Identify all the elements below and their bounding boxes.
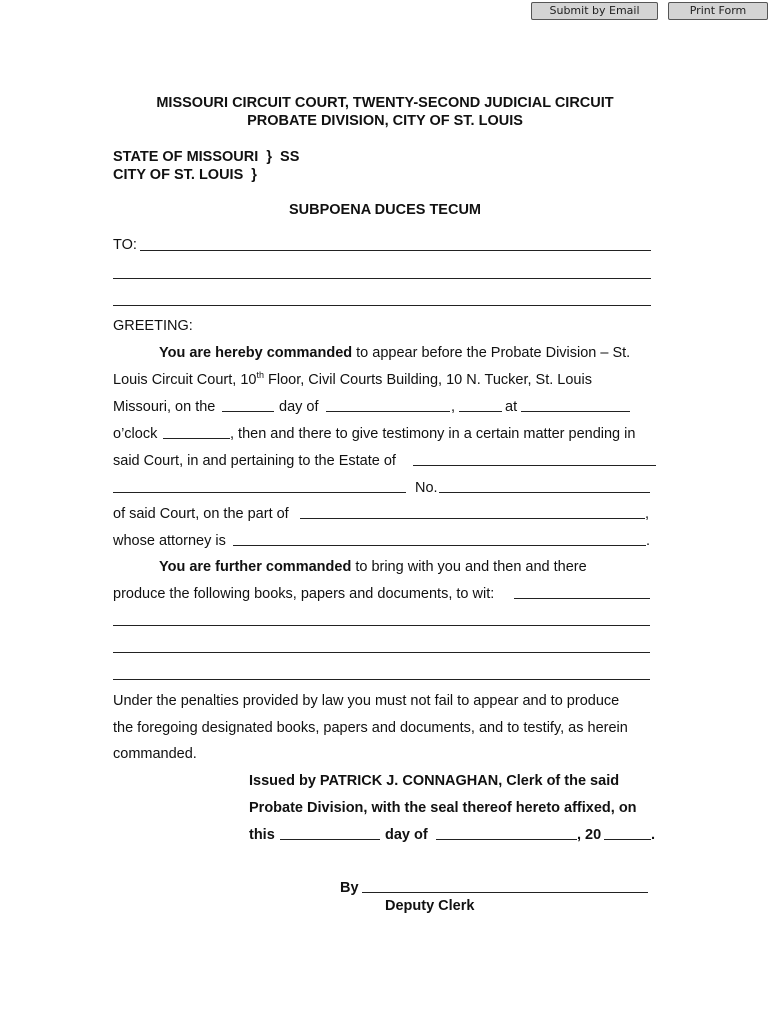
issued-dayof-label: day of	[385, 827, 428, 843]
venue-line2: CITY OF ST. LOUIS }	[113, 167, 257, 183]
attorney-field[interactable]	[233, 545, 646, 546]
location-text-b: Floor, Civil Courts Building, 10 N. Tucker, St. Louis	[263, 372, 592, 388]
document-title: SUBPOENA DUCES TECUM	[288, 202, 481, 218]
penalty-line2: the foregoing designated books, papers and documents, and to testify, as herein	[113, 720, 628, 736]
further-text: to bring with you and then and there	[351, 559, 587, 575]
print-form-button[interactable]: Print Form	[668, 2, 768, 20]
issued-day-field[interactable]	[280, 839, 380, 840]
to-field-line2[interactable]	[113, 278, 651, 279]
estate-label: said Court, in and pertaining to the Estate of	[113, 453, 396, 469]
day-field[interactable]	[222, 411, 274, 412]
commanded-text: to appear before the Probate Division – St.	[352, 345, 631, 361]
commanded-emphasis: You are hereby commanded	[159, 345, 353, 361]
court-heading-line1: MISSOURI CIRCUIT COURT, TWENTY-SECOND JUDICIAL CIRCUIT	[156, 95, 614, 111]
location-text-a: Louis Circuit Court, 10	[113, 372, 257, 388]
oclock-field[interactable]	[163, 438, 230, 439]
venue-line1: STATE OF MISSOURI } SS	[113, 149, 300, 165]
case-number-label: No.	[415, 480, 438, 496]
documents-field-line1[interactable]	[514, 598, 650, 599]
court-heading-line2: PROBATE DIVISION, CITY OF ST. LOUIS	[247, 113, 523, 129]
by-label: By	[340, 880, 359, 896]
signature-field[interactable]	[362, 892, 648, 893]
to-field-line1[interactable]	[140, 250, 651, 251]
oclock-label: o’clock	[113, 426, 158, 442]
party-field[interactable]	[300, 518, 645, 519]
issued-period: .	[651, 827, 656, 843]
documents-field-line2[interactable]	[113, 625, 650, 626]
issued-month-field[interactable]	[436, 839, 577, 840]
issued-year-field[interactable]	[604, 839, 651, 840]
submit-by-email-button[interactable]: Submit by Email	[531, 2, 658, 20]
issued-line2: Probate Division, with the seal thereof hereto affixed, on	[249, 800, 637, 816]
to-label: TO:	[113, 237, 137, 253]
produce-label: produce the following books, papers and documents, to wit:	[113, 586, 495, 602]
to-field-line3[interactable]	[113, 305, 651, 306]
month-field[interactable]	[326, 411, 450, 412]
date-at-label: at	[505, 399, 518, 415]
date-on-label: Missouri, on the	[113, 399, 216, 415]
case-number-field[interactable]	[439, 492, 650, 493]
attorney-label: whose attorney is	[113, 533, 226, 549]
date-dayof-label: day of	[279, 399, 319, 415]
issued-year-prefix: , 20	[577, 827, 602, 843]
part-of-label: of said Court, on the part of	[113, 506, 289, 522]
time-field[interactable]	[521, 411, 630, 412]
estate-field-continued[interactable]	[113, 492, 406, 493]
estate-field[interactable]	[413, 465, 656, 466]
testimony-text: , then and there to give testimony in a certain matter pending in	[230, 426, 636, 442]
greeting-label: GREETING:	[113, 318, 193, 334]
commanded-line	[159, 344, 630, 362]
documents-field-line4[interactable]	[113, 679, 650, 680]
further-emphasis: You are further commanded	[159, 559, 352, 575]
issued-this-label: this	[249, 827, 275, 843]
year-field[interactable]	[459, 411, 502, 412]
location-line	[113, 371, 592, 389]
attorney-period: .	[646, 533, 651, 549]
floor-superscript: th	[256, 370, 264, 381]
penalty-line1: Under the penalties provided by law you must not fail to appear and to produce	[113, 693, 620, 709]
further-line	[159, 558, 587, 576]
party-comma: ,	[645, 506, 650, 522]
deputy-clerk-label: Deputy Clerk	[385, 898, 475, 914]
penalty-line3: commanded.	[113, 746, 197, 762]
documents-field-line3[interactable]	[113, 652, 650, 653]
issued-line1: Issued by PATRICK J. CONNAGHAN, Clerk of the said	[249, 773, 620, 789]
date-comma: ,	[451, 399, 456, 415]
